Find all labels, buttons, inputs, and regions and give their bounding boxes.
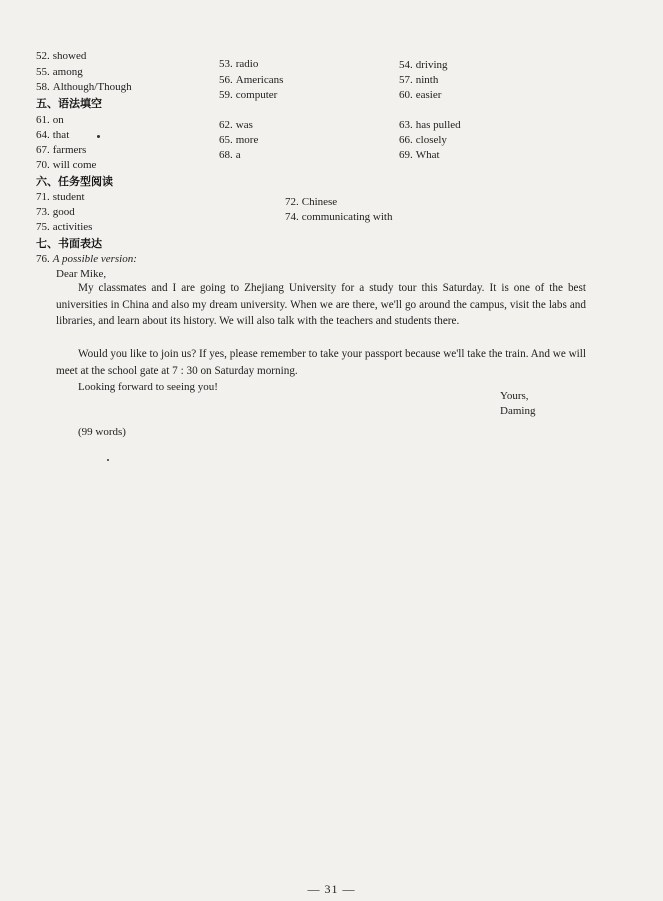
section-writing-heading: 七、书面表达	[36, 237, 102, 250]
answer-55: 55. among	[36, 66, 83, 78]
letter-signature: Daming	[500, 405, 536, 417]
answer-58: 58. Although/Though	[36, 81, 132, 93]
answer-66: 66. closely	[399, 134, 447, 146]
answer-68: 68. a	[219, 149, 241, 161]
answer-59: 59. computer	[219, 89, 278, 101]
answer-70: 70. will come	[36, 159, 97, 171]
answer-62: 62. was	[219, 119, 253, 131]
answer-63: 63. has pulled	[399, 119, 461, 131]
answer-67: 67. farmers	[36, 144, 87, 156]
word-count: (99 words)	[78, 426, 126, 438]
answer-75: 75. activities	[36, 221, 93, 233]
answer-64: 64. that	[36, 129, 70, 141]
answer-74: 74. communicating with	[285, 211, 393, 223]
stray-mark	[97, 135, 100, 138]
answer-56: 56. Americans	[219, 74, 284, 86]
answer-57: 57. ninth	[399, 74, 439, 86]
answer-76: 76. A possible version:	[36, 253, 137, 265]
answer-69: 69. What	[399, 149, 440, 161]
answer-60: 60. easier	[399, 89, 442, 101]
page-number: — 31 —	[307, 882, 356, 896]
section-grammar-heading: 五、语法填空	[36, 97, 102, 110]
answer-54: 54. driving	[399, 59, 448, 71]
answer-52: 52. showed	[36, 50, 87, 62]
letter-paragraph-2: Would you like to join us? If yes, please remember to take your passport because we'll take the train. And we will meet at the school gate at 7 : 30 on Saturday morning.	[56, 348, 586, 377]
answer-71: 71. student	[36, 191, 85, 203]
answer-72: 72. Chinese	[285, 196, 338, 208]
section-task-reading-heading: 六、任务型阅读	[36, 175, 113, 188]
letter-closing: Yours,	[500, 390, 529, 402]
letter-paragraph-3: Looking forward to seeing you!	[78, 381, 218, 393]
answer-53: 53. radio	[219, 58, 259, 70]
answer-73: 73. good	[36, 206, 75, 218]
stray-mark	[107, 459, 109, 461]
answer-65: 65. more	[219, 134, 259, 146]
letter-greeting: Dear Mike,	[56, 268, 107, 280]
answer-61: 61. on	[36, 114, 64, 126]
letter-paragraph-1: My classmates and I are going to Zhejiang University for a study tour this Saturday. It is one of the best universities in China and also my dream university. When we are there, we'll go around the campus, visit the labs and libraries, and learn about its history. We will also talk with the teachers and students there.	[56, 282, 586, 327]
